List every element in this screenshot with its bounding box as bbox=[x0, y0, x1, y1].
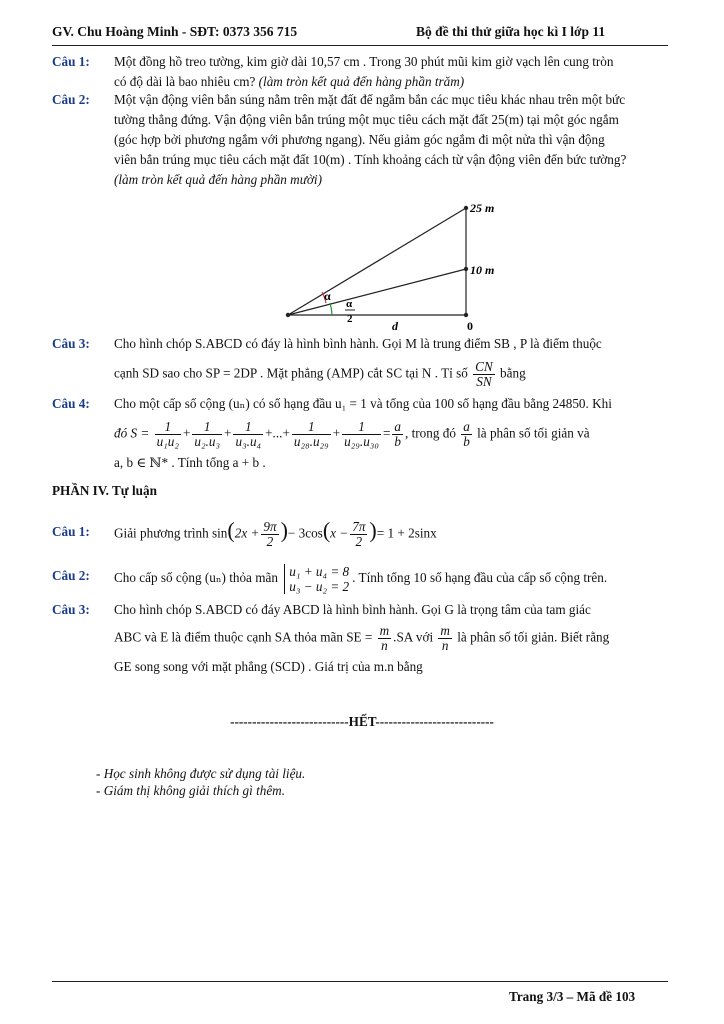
question-2-line-2: tường thẳng đứng. Vận động viên bắn trúng một mục tiêu cách mặt đất 25(m) tại một góc ngắm bbox=[114, 112, 619, 127]
essay-3-label: Câu 3: bbox=[52, 602, 90, 617]
sum-ellipsis: +...+ bbox=[265, 425, 290, 441]
ratio-denominator: SN bbox=[476, 374, 492, 389]
sum-term-29 bbox=[342, 420, 381, 449]
angle-diagram bbox=[270, 196, 520, 338]
question-3-label: Câu 3: bbox=[52, 336, 90, 351]
question-4-label: Câu 4: bbox=[52, 396, 90, 411]
essay-1: Câu 1: Giải phương trình sin(2x + $\frac{9\pi}{2}$ )− 3cos(x − $\frac{7\pi}{2}$ )= 1 + 2sinx bbox=[52, 517, 437, 549]
a-over-b bbox=[461, 420, 472, 449]
essay-1-rhs: = 1 + 2sinx bbox=[376, 525, 437, 541]
label-alpha: α bbox=[324, 289, 331, 303]
sum-term-28 bbox=[292, 420, 331, 449]
header-divider bbox=[52, 45, 668, 46]
note-no-explanation: - Giám thị không giải thích gì thêm. bbox=[96, 783, 285, 798]
question-4-line-1: Cho một cấp số cộng (uₙ) có số hạng đầu u₁ = 1 và tổng của 100 số hạng đầu bằng 24850. Khi bbox=[114, 396, 612, 411]
header-title: Bộ đề thi thử giữa học kì I lớp 11 bbox=[416, 24, 606, 39]
label-half-alpha-den: 2 bbox=[347, 313, 353, 325]
label-10m: 10 m bbox=[470, 263, 495, 277]
ratio-cn-sn bbox=[473, 360, 495, 389]
shooter-point bbox=[286, 313, 290, 317]
sum-term-3-den: u₃.u₄ bbox=[235, 434, 262, 449]
question-1-line-1: Một đồng hồ treo tường, kim giờ dài 10,57 cm . Trong 30 phút mũi kim giờ vạch lên cung tròn bbox=[114, 54, 614, 69]
essay-3-frac-m-n-2 bbox=[438, 624, 452, 653]
ratio-numerator: CN bbox=[475, 359, 493, 374]
question-4-sum-prefix: đó S = bbox=[114, 425, 150, 441]
essay-1-frac-9pi-den: 2 bbox=[266, 534, 274, 549]
essay-1-intro: Giải phương trình sin bbox=[114, 525, 228, 541]
sum-term-1-den: u₁u₂ bbox=[156, 434, 179, 449]
essay-1-cos: − 3cos bbox=[287, 525, 323, 541]
header-author: GV. Chu Hoàng Minh - SĐT: 0373 356 715 bbox=[52, 24, 298, 39]
question-1-line-2: có độ dài là bao nhiêu cm? bbox=[114, 74, 256, 89]
a-over-b-den: b bbox=[463, 434, 470, 449]
question-4: Câu 4: Cho một cấp số cộng (uₙ) có số hạng đầu u₁ = 1 và tổng của 100 số hạng đầu bằng 24850. Khi đó S = $\frac{1}{\text{u₁u₂}}$ + $\frac{1}{\text{u₂.u₃}}$ + $\frac{1}{\text{u₃.u₄}}$ +...+ $\frac{1}{\text{u₂₈.u₂₉}}$ + $\frac{1}{\text{u₂₉.u₃₀}}$ = $\frac{a}{b}$ , trong đó $\frac{a}{b}$ là phân số tối giản và a, b ∈ ℕ* . Tính tổng a + b . bbox=[52, 394, 674, 473]
essay-1-frac-9pi-num: 9π bbox=[263, 519, 277, 534]
question-3-line-1: Cho hình chóp S.ABCD có đáy là hình bình hành. Gọi M là trung điểm SB , P là điểm thuộc bbox=[114, 336, 602, 351]
essay-3-line-3: GE song song với mặt phẳng (SCD) . Giá trị của m.n bằng bbox=[114, 659, 423, 674]
sum-term-28-den: u₂₈.u₂₉ bbox=[293, 434, 329, 449]
sum-term-28-num: 1 bbox=[292, 420, 331, 435]
essay-2-equation-2: u₃ − u₂ = 2 bbox=[289, 579, 350, 594]
sum-term-1-num: 1 bbox=[155, 420, 181, 435]
essay-1-frac-7pi bbox=[350, 520, 367, 549]
section-heading: PHẦN IV. Tự luận bbox=[52, 483, 157, 498]
label-zero: 0 bbox=[467, 319, 473, 333]
question-3-line-2: cạnh SD sao cho SP = 2DP . Mặt phẳng (AMP) cắt SC tại N . Tỉ số bbox=[114, 365, 468, 381]
essay-1-label: Câu 1: bbox=[52, 524, 90, 539]
target-25m-point bbox=[464, 206, 468, 210]
essay-2-task: . Tính tổng 10 số hạng đầu của cấp số cộng trên. bbox=[352, 570, 608, 586]
essay-3 bbox=[52, 600, 674, 677]
essay-1-arg1: 2x + bbox=[234, 525, 260, 541]
question-4-irreducible: là phân số tối giản và bbox=[477, 425, 590, 441]
essay-3-frac-num: m bbox=[379, 623, 390, 638]
essay-2-label: Câu 2: bbox=[52, 568, 90, 583]
question-2-label: Câu 2: bbox=[52, 92, 90, 107]
question-3-line-2-end: bằng bbox=[500, 365, 526, 381]
essay-2-system bbox=[284, 564, 349, 594]
sum-result-den: b bbox=[394, 434, 402, 449]
label-half-alpha-num: α bbox=[346, 298, 353, 310]
essay-1-frac-9pi bbox=[261, 520, 278, 549]
essay-1-frac-7pi-den: 2 bbox=[355, 534, 363, 549]
essay-3-frac2-den: n bbox=[441, 638, 449, 653]
a-over-b-num: a bbox=[463, 419, 470, 434]
sum-term-2-num: 1 bbox=[192, 420, 222, 435]
footer-divider bbox=[52, 981, 668, 982]
target-10m-point bbox=[464, 267, 468, 271]
question-1-label: Câu 1: bbox=[52, 54, 90, 69]
question-2-line-4: viên bắn trúng mục tiêu cách mặt đất 10(m) . Tính khoảng cách từ vận động viên đến bức tường? bbox=[114, 152, 627, 167]
label-d: d bbox=[392, 319, 398, 333]
essay-2 bbox=[52, 564, 674, 594]
question-3 bbox=[52, 334, 674, 389]
question-2-line-1: Một vận động viên bắn súng nằm trên mặt đất để ngắm bắn các mục tiêu khác nhau trên một bức bbox=[114, 92, 626, 107]
essay-3-line-2: ABC và E là điểm thuộc cạnh SA thỏa mãn SE = bbox=[114, 629, 373, 645]
half-angle-arc bbox=[330, 303, 332, 315]
question-1 bbox=[52, 52, 674, 92]
sum-term-2-den: u₂.u₃ bbox=[194, 434, 221, 449]
end-marker: ---------------------------HẾT--------------------------- bbox=[230, 714, 494, 729]
sum-term-29-num: 1 bbox=[342, 420, 381, 435]
question-4-line-3: a, b ∈ ℕ* . Tính tổng a + b . bbox=[114, 455, 266, 470]
question-2 bbox=[52, 90, 674, 190]
sum-result bbox=[392, 420, 403, 449]
sight-line-10m bbox=[288, 269, 466, 315]
essay-3-line-2-mid: .SA với bbox=[393, 629, 434, 645]
question-1-rounding-note: (làm tròn kết quả đến hàng phần trăm) bbox=[258, 74, 465, 89]
essay-3-line-2-end: là phân số tối giản. Biết rằng bbox=[457, 629, 610, 645]
question-4-where: , trong đó bbox=[405, 425, 456, 441]
sight-line-25m bbox=[288, 208, 466, 315]
page-footer: Trang 3/3 – Mã đề 103 bbox=[509, 989, 636, 1004]
note-no-materials: - Học sinh không được sử dụng tài liệu. bbox=[96, 766, 306, 781]
essay-3-line-1: Cho hình chóp S.ABCD có đáy ABCD là hình bình hành. Gọi G là trọng tâm của tam giác bbox=[114, 602, 591, 617]
essay-3-frac-m-n bbox=[378, 624, 392, 653]
sum-term-29-den: u₂₉.u₃₀ bbox=[344, 434, 379, 449]
label-25m: 25 m bbox=[470, 201, 495, 215]
sum-term-3-num: 1 bbox=[233, 420, 263, 435]
essay-3-frac2-num: m bbox=[440, 623, 450, 638]
wall-base-point bbox=[464, 313, 468, 317]
essay-3-frac-den: n bbox=[381, 638, 388, 653]
sum-term-2 bbox=[192, 420, 222, 449]
essay-1-arg2: x − bbox=[330, 525, 349, 541]
sum-term-3 bbox=[233, 420, 263, 449]
essay-2-intro: Cho cấp số cộng (uₙ) thỏa mãn bbox=[114, 570, 278, 586]
question-2-rounding-note: (làm tròn kết quả đến hàng phần mười) bbox=[114, 172, 322, 187]
sum-term-1 bbox=[155, 420, 181, 449]
sum-result-num: a bbox=[394, 419, 402, 434]
essay-2-equation-1: u₁ + u₄ = 8 bbox=[289, 564, 350, 579]
question-2-line-3: (góc hợp bởi phương ngắm với phương ngang). Nếu giảm góc ngắm đi một nửa thì vận động bbox=[114, 132, 605, 147]
essay-1-frac-7pi-num: 7π bbox=[352, 519, 366, 534]
